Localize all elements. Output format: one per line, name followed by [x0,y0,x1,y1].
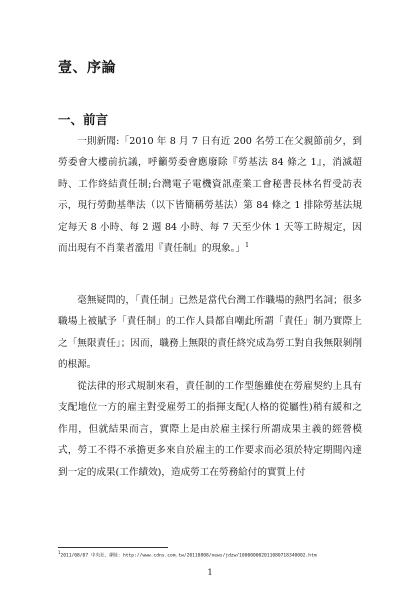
paragraph-3-text: 從法律的形式規制來看，責任制的工作型態雖使在勞雇契約上具有支配地位一方的雇主對受雇勞工的指揮支配(人格的從屬性)稍有緩和之作用，但就結果而言，實際上是由於雇主採行所謂成果主義的經營模式，勞工不得不承擔更多來自於雇主的工作要求而必須於特定期間內達到一定的成果(工作績效)，造成勞工在勞務給付的實質上付 [58,381,362,478]
page-number: 1 [207,568,213,577]
paragraph-3 [58,376,362,483]
footnote-reference[interactable]: 1 [245,241,249,249]
paragraph-1-text: 一則新聞:「2010 年 8 月 7 日有近 200 名勞工在父親節前夕，到勞委會大樓前抗議，呼籲勞委會應廢除『勞基法 84 條之 1』，消滅超時、工作終結責任制;台灣電子電機資訊產業工會秘書長林名哲受訪表示，現行勞動基準法（以下皆簡稱勞基法）第 84 條之 1 排除勞基法規定每天 8 小時、每 2 週 84 小時、每 7 天至少休 1 天等工時規定，因而出現有不肖業者濫用『責任制』的現象。」 [58,136,362,255]
paragraph-1 [58,131,362,259]
footnote-divider [58,547,168,548]
paragraph-2 [58,290,362,376]
section-title: 一、前言 [58,112,109,127]
chapter-title: 壹、序論 [58,60,116,76]
footnote [58,550,378,560]
footnote-number: 1 [58,550,61,555]
footnote-text: 2011/08/07 中央社，網址：http://www.cdns.com.tw/20110808/news/jdzw/100000002011080718340002.htm [60,553,317,559]
paragraph-2-text: 毫無疑問的，「責任制」已然是當代台灣工作職場的熱門名詞；很多職場上被賦予「責任制」的工作人員都自嘲此所謂「責任」制乃實際上之「無限責任」；因而，職務上無限的責任終究成為勞工對自我無限剝削的根源。 [58,295,362,371]
